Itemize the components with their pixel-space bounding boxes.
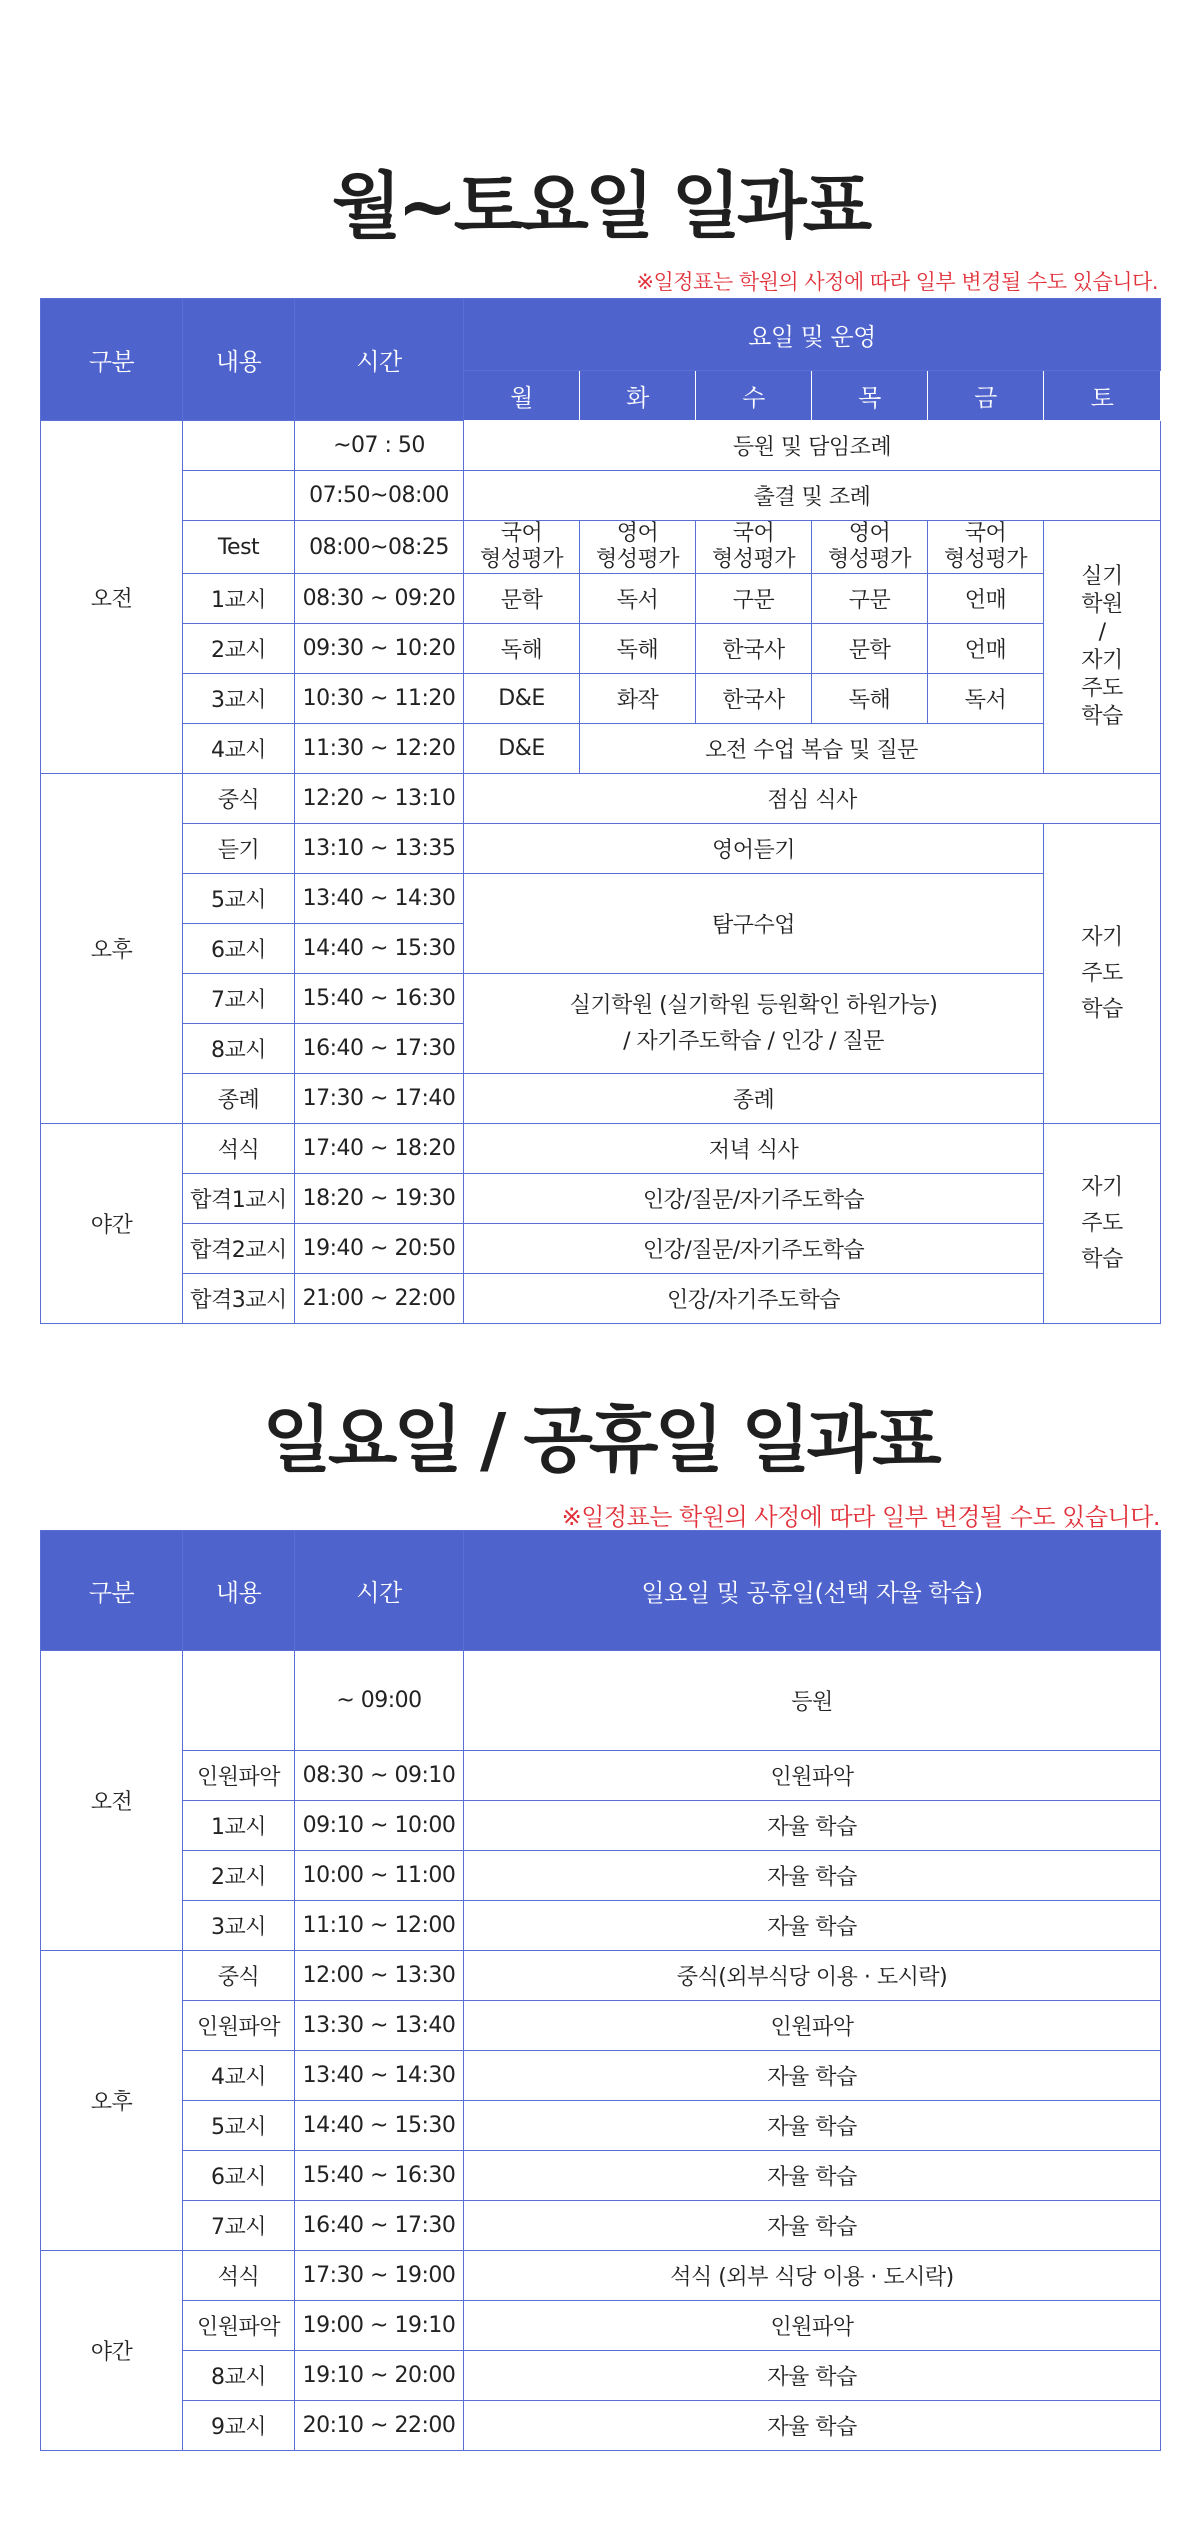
row-time: 20:10 ~ 22:00 [295,2401,464,2451]
cell-p3-fri: 독서 [928,674,1044,724]
row-time: 19:10 ~ 20:00 [295,2351,464,2401]
cell-test-wed: 국어 형성평가 [696,521,812,574]
cell-sat-afternoon: 자기 주도 학습 [1044,824,1161,1124]
header-category: 구분 [41,1531,183,1651]
row-content: 석식 [183,1124,295,1174]
row-time: 10:00 ~ 11:00 [295,1851,464,1901]
row-content: 합격1교시 [183,1174,295,1224]
row-content: 종례 [183,1074,295,1124]
row-content: 중식 [183,1951,295,2001]
cell-p1-mon: 문학 [464,574,580,624]
cell-p4-review: 오전 수업 복습 및 질문 [580,724,1044,774]
cell-p3-tue: 화작 [580,674,696,724]
row-activity: 인강/자기주도학습 [464,1274,1044,1324]
row-content: 7교시 [183,2201,295,2251]
row-content: 중식 [183,774,295,824]
row-activity: 자율 학습 [464,1801,1161,1851]
cell-practical: 실기학원 (실기학원 등원확인 하원가능) / 자기주도학습 / 인강 / 질문 [464,974,1044,1074]
row-time: 15:40 ~ 16:30 [295,2151,464,2201]
header-day-tue: 화 [580,371,696,421]
cell-inquiry: 탐구수업 [464,874,1044,974]
period-evening: 야간 [41,1124,183,1324]
row-content: 8교시 [183,1024,295,1074]
cell-p1-wed: 구문 [696,574,812,624]
cell-p3-mon: D&E [464,674,580,724]
row-content: 합격3교시 [183,1274,295,1324]
cell-test-mon: 국어 형성평가 [464,521,580,574]
row-time: 14:40 ~ 15:30 [295,924,464,974]
row-content: 2교시 [183,1851,295,1901]
row-activity: 점심 식사 [464,774,1161,824]
row-content: 5교시 [183,874,295,924]
weekday-schedule-table [40,298,1161,1324]
row-activity: 인강/질문/자기주도학습 [464,1174,1044,1224]
row-activity: 출결 및 조례 [464,471,1161,521]
row-activity: 자율 학습 [464,2101,1161,2151]
row-content: 4교시 [183,2051,295,2101]
row-activity: 등원 및 담임조례 [464,421,1161,471]
cell-test-thu: 영어 형성평가 [812,521,928,574]
row-activity: 인원파악 [464,2301,1161,2351]
cell-p2-tue: 독해 [580,624,696,674]
row-time: 13:40 ~ 14:30 [295,874,464,924]
row-content: 8교시 [183,2351,295,2401]
row-content: 4교시 [183,724,295,774]
row-content: 석식 [183,2251,295,2301]
row-activity: 자율 학습 [464,1851,1161,1901]
row-activity: 자율 학습 [464,2201,1161,2251]
row-activity: 종례 [464,1074,1044,1124]
row-activity: 인원파악 [464,2001,1161,2051]
header-days-group: 요일 및 운영 [464,299,1161,371]
header-content: 내용 [183,299,295,421]
cell-p2-wed: 한국사 [696,624,812,674]
header-day-sat: 토 [1044,371,1161,421]
period-afternoon: 오후 [41,774,183,1124]
row-time: 16:40 ~ 17:30 [295,2201,464,2251]
row-time: 13:30 ~ 13:40 [295,2001,464,2051]
row-content: 1교시 [183,1801,295,1851]
row-content [183,421,295,471]
header-category: 구분 [41,299,183,421]
row-activity: 등원 [464,1651,1161,1751]
row-time: 08:00~08:25 [295,521,464,574]
cell-test-tue: 영어 형성평가 [580,521,696,574]
row-activity: 중식(외부식당 이용 · 도시락) [464,1951,1161,2001]
row-content: 3교시 [183,674,295,724]
row-time: 07:50~08:00 [295,471,464,521]
row-content: 6교시 [183,924,295,974]
row-content: Test [183,521,295,574]
cell-p3-wed: 한국사 [696,674,812,724]
cell-p4-mon: D&E [464,724,580,774]
row-time: 19:40 ~ 20:50 [295,1224,464,1274]
header-time: 시간 [295,1531,464,1651]
header-day-thu: 목 [812,371,928,421]
cell-p3-thu: 독해 [812,674,928,724]
row-activity: 인원파악 [464,1751,1161,1801]
header-day-fri: 금 [928,371,1044,421]
row-time: 13:40 ~ 14:30 [295,2051,464,2101]
row-content [183,1651,295,1751]
row-content: 인원파악 [183,2001,295,2051]
row-time: 08:30 ~ 09:10 [295,1751,464,1801]
row-time: 14:40 ~ 15:30 [295,2101,464,2151]
row-content: 인원파악 [183,1751,295,1801]
row-time: 18:20 ~ 19:30 [295,1174,464,1224]
row-content: 3교시 [183,1901,295,1951]
cell-p1-fri: 언매 [928,574,1044,624]
row-time: 17:30 ~ 17:40 [295,1074,464,1124]
row-activity: 자율 학습 [464,1901,1161,1951]
period-evening: 야간 [41,2251,183,2451]
weekday-notice: ※일정표는 학원의 사정에 따라 일부 변경될 수도 있습니다. [636,270,1158,294]
cell-sat-evening: 자기 주도 학습 [1044,1124,1161,1324]
period-morning: 오전 [41,421,183,774]
period-afternoon: 오후 [41,1951,183,2251]
header-activity: 일요일 및 공휴일(선택 자율 학습) [464,1531,1161,1651]
header-content: 내용 [183,1531,295,1651]
row-content [183,471,295,521]
row-activity: 자율 학습 [464,2051,1161,2101]
row-content: 5교시 [183,2101,295,2151]
row-content: 듣기 [183,824,295,874]
row-time: 09:10 ~ 10:00 [295,1801,464,1851]
row-activity: 영어듣기 [464,824,1044,874]
cell-p2-fri: 언매 [928,624,1044,674]
row-activity: 인강/질문/자기주도학습 [464,1224,1044,1274]
row-time: 17:30 ~ 19:00 [295,2251,464,2301]
row-time: 11:30 ~ 12:20 [295,724,464,774]
row-time: 08:30 ~ 09:20 [295,574,464,624]
row-activity: 자율 학습 [464,2401,1161,2451]
row-content: 6교시 [183,2151,295,2201]
row-time: 09:30 ~ 10:20 [295,624,464,674]
row-time: 17:40 ~ 18:20 [295,1124,464,1174]
row-time: 12:00 ~ 13:30 [295,1951,464,2001]
row-content: 1교시 [183,574,295,624]
row-time: ~07 : 50 [295,421,464,471]
cell-sat-morning: 실기 학원 / 자기 주도 학습 [1044,521,1161,774]
period-morning: 오전 [41,1651,183,1951]
cell-test-fri: 국어 형성평가 [928,521,1044,574]
sunday-title: 일요일 / 공휴일 일과표 [262,1398,938,1482]
row-activity: 저녁 식사 [464,1124,1044,1174]
row-content: 합격2교시 [183,1224,295,1274]
row-time: ~ 09:00 [295,1651,464,1751]
row-content: 2교시 [183,624,295,674]
weekday-title: 월~토요일 일과표 [331,164,869,248]
cell-p1-thu: 구문 [812,574,928,624]
row-time: 16:40 ~ 17:30 [295,1024,464,1074]
cell-p2-mon: 독해 [464,624,580,674]
row-activity: 자율 학습 [464,2351,1161,2401]
row-time: 21:00 ~ 22:00 [295,1274,464,1324]
row-activity: 자율 학습 [464,2151,1161,2201]
row-content: 인원파악 [183,2301,295,2351]
row-time: 12:20 ~ 13:10 [295,774,464,824]
header-day-mon: 월 [464,371,580,421]
cell-p1-tue: 독서 [580,574,696,624]
sunday-notice: ※일정표는 학원의 사정에 따라 일부 변경될 수도 있습니다. [561,1503,1160,1531]
row-content: 7교시 [183,974,295,1024]
row-content: 9교시 [183,2401,295,2451]
header-time: 시간 [295,299,464,421]
header-day-wed: 수 [696,371,812,421]
row-time: 10:30 ~ 11:20 [295,674,464,724]
row-time: 13:10 ~ 13:35 [295,824,464,874]
row-activity: 석식 (외부 식당 이용 · 도시락) [464,2251,1161,2301]
row-time: 11:10 ~ 12:00 [295,1901,464,1951]
cell-p2-thu: 문학 [812,624,928,674]
row-time: 15:40 ~ 16:30 [295,974,464,1024]
row-time: 19:00 ~ 19:10 [295,2301,464,2351]
sunday-schedule-table [40,1530,1161,2451]
